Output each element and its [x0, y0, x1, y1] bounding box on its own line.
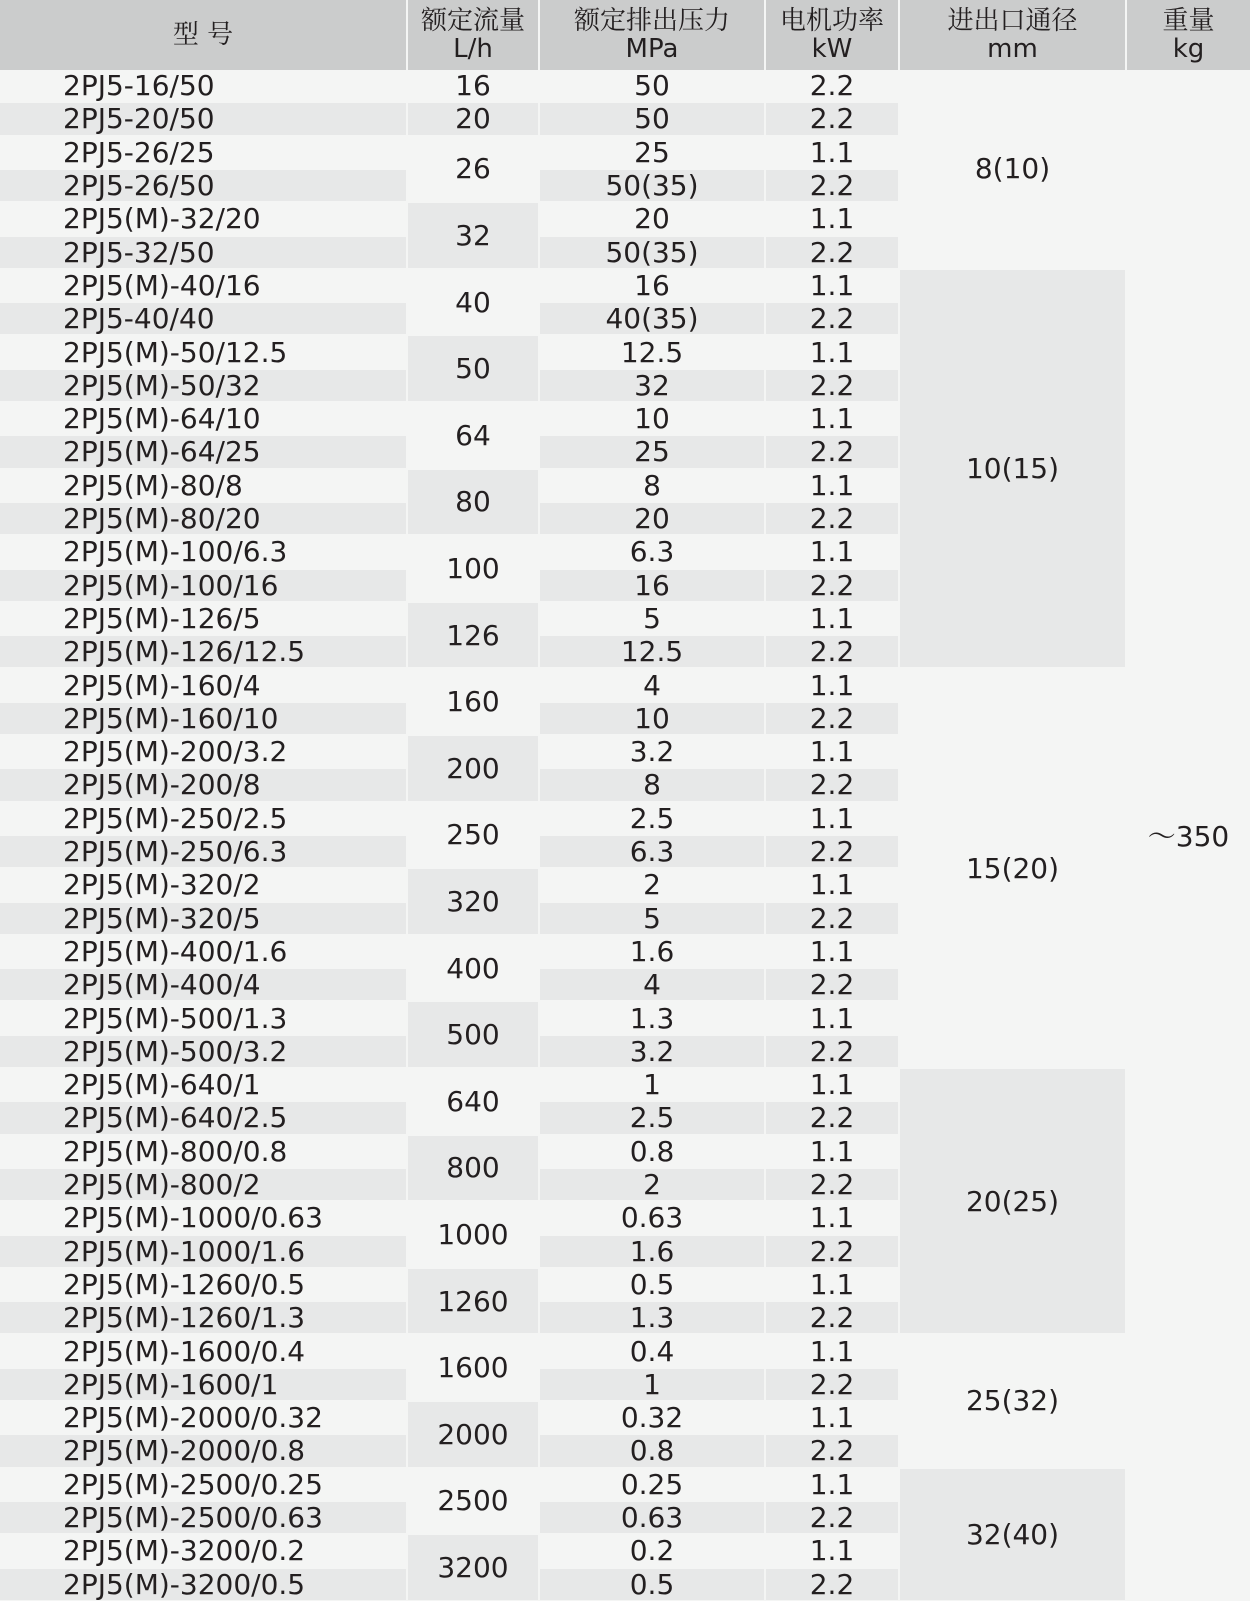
- power-cell: 1.1: [766, 1002, 898, 1033]
- flow-cell: 64: [408, 403, 538, 468]
- flow-cell: 400: [408, 936, 538, 1001]
- model-cell: 2PJ5(M)-500/1.3: [0, 1002, 406, 1033]
- power-cell: 2.2: [766, 836, 898, 867]
- power-cell: 1.1: [766, 536, 898, 567]
- flow-cell: 1260: [408, 1269, 538, 1334]
- model-cell: 2PJ5(M)-1260/1.3: [0, 1302, 406, 1333]
- pressure-cell: 10: [540, 703, 764, 734]
- pressure-cell: 2.5: [540, 1102, 764, 1133]
- flow-cell: 1600: [408, 1335, 538, 1400]
- power-cell: 1.1: [766, 270, 898, 301]
- power-cell: 2.2: [766, 636, 898, 667]
- power-cell: 2.2: [766, 237, 898, 268]
- power-cell: 1.1: [766, 736, 898, 767]
- flow-cell: 800: [408, 1136, 538, 1201]
- port-cell: 20(25): [900, 1069, 1125, 1333]
- pressure-cell: 8: [540, 470, 764, 501]
- power-cell: 2.2: [766, 1302, 898, 1333]
- model-cell: 2PJ5-20/50: [0, 103, 406, 134]
- header-weight-unit: kg: [1172, 34, 1205, 64]
- power-cell: 2.2: [766, 303, 898, 334]
- header-port-unit: mm: [987, 34, 1038, 64]
- power-cell: 2.2: [766, 1236, 898, 1267]
- model-cell: 2PJ5-26/25: [0, 137, 406, 168]
- model-cell: 2PJ5(M)-800/0.8: [0, 1136, 406, 1167]
- pressure-cell: 50(35): [540, 237, 764, 268]
- power-cell: 2.2: [766, 969, 898, 1000]
- flow-cell: 2000: [408, 1402, 538, 1467]
- pressure-cell: 0.25: [540, 1469, 764, 1500]
- pressure-cell: 0.8: [540, 1136, 764, 1167]
- power-cell: 1.1: [766, 1202, 898, 1233]
- pressure-cell: 3.2: [540, 1036, 764, 1067]
- model-cell: 2PJ5(M)-2000/0.32: [0, 1402, 406, 1433]
- pressure-cell: 12.5: [540, 636, 764, 667]
- flow-cell: 160: [408, 669, 538, 734]
- model-cell: 2PJ5(M)-640/2.5: [0, 1102, 406, 1133]
- flow-cell: 32: [408, 203, 538, 268]
- flow-cell: 3200: [408, 1535, 538, 1600]
- pressure-cell: 10: [540, 403, 764, 434]
- header-port-label: 进出口通径: [947, 6, 1078, 36]
- flow-cell: 250: [408, 803, 538, 868]
- power-cell: 1.1: [766, 1136, 898, 1167]
- model-cell: 2PJ5-16/50: [0, 70, 406, 101]
- pressure-cell: 25: [540, 137, 764, 168]
- pressure-cell: 12.5: [540, 336, 764, 367]
- pressure-cell: 0.63: [540, 1202, 764, 1233]
- pressure-cell: 1.6: [540, 1236, 764, 1267]
- model-cell: 2PJ5(M)-40/16: [0, 270, 406, 301]
- header-pressure: [540, 0, 764, 70]
- model-cell: 2PJ5(M)-2500/0.25: [0, 1469, 406, 1500]
- port-cell: 25(32): [900, 1335, 1125, 1466]
- power-cell: 2.2: [766, 1435, 898, 1466]
- flow-cell: 640: [408, 1069, 538, 1134]
- power-cell: 1.1: [766, 403, 898, 434]
- flow-cell: 20: [408, 103, 538, 134]
- power-cell: 2.2: [766, 170, 898, 201]
- pressure-cell: 0.8: [540, 1435, 764, 1466]
- flow-cell: 2500: [408, 1469, 538, 1534]
- pressure-cell: 32: [540, 370, 764, 401]
- pressure-cell: 16: [540, 570, 764, 601]
- model-cell: 2PJ5(M)-1600/0.4: [0, 1335, 406, 1366]
- model-cell: 2PJ5(M)-400/1.6: [0, 936, 406, 967]
- pressure-cell: 6.3: [540, 536, 764, 567]
- power-cell: 1.1: [766, 137, 898, 168]
- model-cell: 2PJ5(M)-2000/0.8: [0, 1435, 406, 1466]
- pressure-cell: 1: [540, 1069, 764, 1100]
- port-cell: 32(40): [900, 1469, 1125, 1600]
- power-cell: 1.1: [766, 470, 898, 501]
- pressure-cell: 6.3: [540, 836, 764, 867]
- pressure-cell: 2.5: [540, 803, 764, 834]
- flow-cell: 16: [408, 70, 538, 101]
- flow-cell: 200: [408, 736, 538, 801]
- model-cell: 2PJ5(M)-800/2: [0, 1169, 406, 1200]
- model-cell: 2PJ5(M)-160/10: [0, 703, 406, 734]
- power-cell: 1.1: [766, 803, 898, 834]
- header-model: [0, 0, 406, 70]
- model-cell: 2PJ5(M)-200/3.2: [0, 736, 406, 767]
- model-cell: 2PJ5(M)-100/6.3: [0, 536, 406, 567]
- flow-cell: 40: [408, 270, 538, 335]
- power-cell: 2.2: [766, 1369, 898, 1400]
- port-cell: 10(15): [900, 270, 1125, 668]
- pressure-cell: 1.3: [540, 1002, 764, 1033]
- pressure-cell: 1.3: [540, 1302, 764, 1333]
- model-cell: 2PJ5(M)-126/5: [0, 603, 406, 634]
- power-cell: 2.2: [766, 1036, 898, 1067]
- flow-cell: 50: [408, 336, 538, 401]
- pressure-cell: 25: [540, 436, 764, 467]
- flow-cell: 80: [408, 470, 538, 535]
- power-cell: 1.1: [766, 1335, 898, 1366]
- flow-cell: 1000: [408, 1202, 538, 1267]
- header-flow: [408, 0, 538, 70]
- pressure-cell: 0.5: [540, 1269, 764, 1300]
- model-cell: 2PJ5(M)-32/20: [0, 203, 406, 234]
- model-cell: 2PJ5(M)-126/12.5: [0, 636, 406, 667]
- power-cell: 2.2: [766, 1502, 898, 1533]
- power-cell: 2.2: [766, 70, 898, 101]
- model-cell: 2PJ5(M)-400/4: [0, 969, 406, 1000]
- pressure-cell: 20: [540, 203, 764, 234]
- model-cell: 2PJ5(M)-3200/0.5: [0, 1569, 406, 1600]
- model-cell: 2PJ5(M)-200/8: [0, 769, 406, 800]
- pressure-cell: 1.6: [540, 936, 764, 967]
- pressure-cell: 50: [540, 70, 764, 101]
- header-model-label: 型 号: [172, 20, 234, 50]
- pressure-cell: 1: [540, 1369, 764, 1400]
- power-cell: 1.1: [766, 1535, 898, 1566]
- model-cell: 2PJ5(M)-320/5: [0, 903, 406, 934]
- power-cell: 1.1: [766, 1469, 898, 1500]
- model-cell: 2PJ5(M)-2500/0.63: [0, 1502, 406, 1533]
- model-cell: 2PJ5(M)-1000/0.63: [0, 1202, 406, 1233]
- model-cell: 2PJ5(M)-3200/0.2: [0, 1535, 406, 1566]
- model-cell: 2PJ5(M)-250/6.3: [0, 836, 406, 867]
- table-header: [0, 0, 1250, 70]
- power-cell: 2.2: [766, 769, 898, 800]
- header-pressure-unit: MPa: [625, 34, 679, 64]
- model-cell: 2PJ5(M)-1000/1.6: [0, 1236, 406, 1267]
- weight-cell: ～350: [1127, 70, 1250, 1600]
- model-cell: 2PJ5(M)-50/12.5: [0, 336, 406, 367]
- model-cell: 2PJ5(M)-160/4: [0, 669, 406, 700]
- model-cell: 2PJ5(M)-320/2: [0, 869, 406, 900]
- pressure-cell: 4: [540, 969, 764, 1000]
- power-cell: 1.1: [766, 936, 898, 967]
- flow-cell: 26: [408, 137, 538, 202]
- pressure-cell: 50(35): [540, 170, 764, 201]
- power-cell: 1.1: [766, 1402, 898, 1433]
- pressure-cell: 0.2: [540, 1535, 764, 1566]
- model-cell: 2PJ5(M)-500/3.2: [0, 1036, 406, 1067]
- power-cell: 2.2: [766, 1569, 898, 1600]
- header-weight-label: 重量: [1162, 6, 1215, 36]
- pressure-cell: 5: [540, 903, 764, 934]
- pressure-cell: 5: [540, 603, 764, 634]
- pressure-cell: 4: [540, 669, 764, 700]
- power-cell: 2.2: [766, 903, 898, 934]
- model-cell: 2PJ5-40/40: [0, 303, 406, 334]
- power-cell: 1.1: [766, 203, 898, 234]
- pressure-cell: 3.2: [540, 736, 764, 767]
- power-cell: 2.2: [766, 1169, 898, 1200]
- header-weight: [1127, 0, 1250, 70]
- model-cell: 2PJ5(M)-100/16: [0, 570, 406, 601]
- pressure-cell: 0.32: [540, 1402, 764, 1433]
- header-power: [766, 0, 898, 70]
- model-cell: 2PJ5-32/50: [0, 237, 406, 268]
- model-cell: 2PJ5(M)-50/32: [0, 370, 406, 401]
- header-flow-label: 额定流量: [420, 6, 525, 36]
- header-pressure-label: 额定排出压力: [573, 6, 730, 36]
- model-cell: 2PJ5-26/50: [0, 170, 406, 201]
- power-cell: 2.2: [766, 436, 898, 467]
- power-cell: 2.2: [766, 703, 898, 734]
- pressure-cell: 16: [540, 270, 764, 301]
- model-cell: 2PJ5(M)-1260/0.5: [0, 1269, 406, 1300]
- power-cell: 1.1: [766, 1069, 898, 1100]
- pressure-cell: 40(35): [540, 303, 764, 334]
- power-cell: 1.1: [766, 336, 898, 367]
- power-cell: 1.1: [766, 603, 898, 634]
- flow-cell: 100: [408, 536, 538, 601]
- pressure-cell: 2: [540, 1169, 764, 1200]
- power-cell: 2.2: [766, 103, 898, 134]
- pressure-cell: 20: [540, 503, 764, 534]
- model-cell: 2PJ5(M)-80/8: [0, 470, 406, 501]
- flow-cell: 320: [408, 869, 538, 934]
- model-cell: 2PJ5(M)-1600/1: [0, 1369, 406, 1400]
- flow-cell: 500: [408, 1002, 538, 1067]
- header-power-label: 电机功率: [779, 6, 884, 36]
- pressure-cell: 50: [540, 103, 764, 134]
- pressure-cell: 8: [540, 769, 764, 800]
- power-cell: 1.1: [766, 869, 898, 900]
- model-cell: 2PJ5(M)-80/20: [0, 503, 406, 534]
- port-cell: 8(10): [900, 70, 1125, 268]
- pressure-cell: 0.4: [540, 1335, 764, 1366]
- header-port: [900, 0, 1125, 70]
- power-cell: 1.1: [766, 1269, 898, 1300]
- power-cell: 2.2: [766, 1102, 898, 1133]
- power-cell: 2.2: [766, 370, 898, 401]
- flow-cell: 126: [408, 603, 538, 668]
- model-cell: 2PJ5(M)-640/1: [0, 1069, 406, 1100]
- pressure-cell: 2: [540, 869, 764, 900]
- model-cell: 2PJ5(M)-64/25: [0, 436, 406, 467]
- port-cell: 15(20): [900, 669, 1125, 1067]
- header-power-unit: kW: [811, 34, 853, 64]
- power-cell: 1.1: [766, 669, 898, 700]
- model-cell: 2PJ5(M)-250/2.5: [0, 803, 406, 834]
- header-flow-unit: L/h: [453, 34, 493, 64]
- pressure-cell: 0.5: [540, 1569, 764, 1600]
- pressure-cell: 0.63: [540, 1502, 764, 1533]
- model-cell: 2PJ5(M)-64/10: [0, 403, 406, 434]
- power-cell: 2.2: [766, 570, 898, 601]
- power-cell: 2.2: [766, 503, 898, 534]
